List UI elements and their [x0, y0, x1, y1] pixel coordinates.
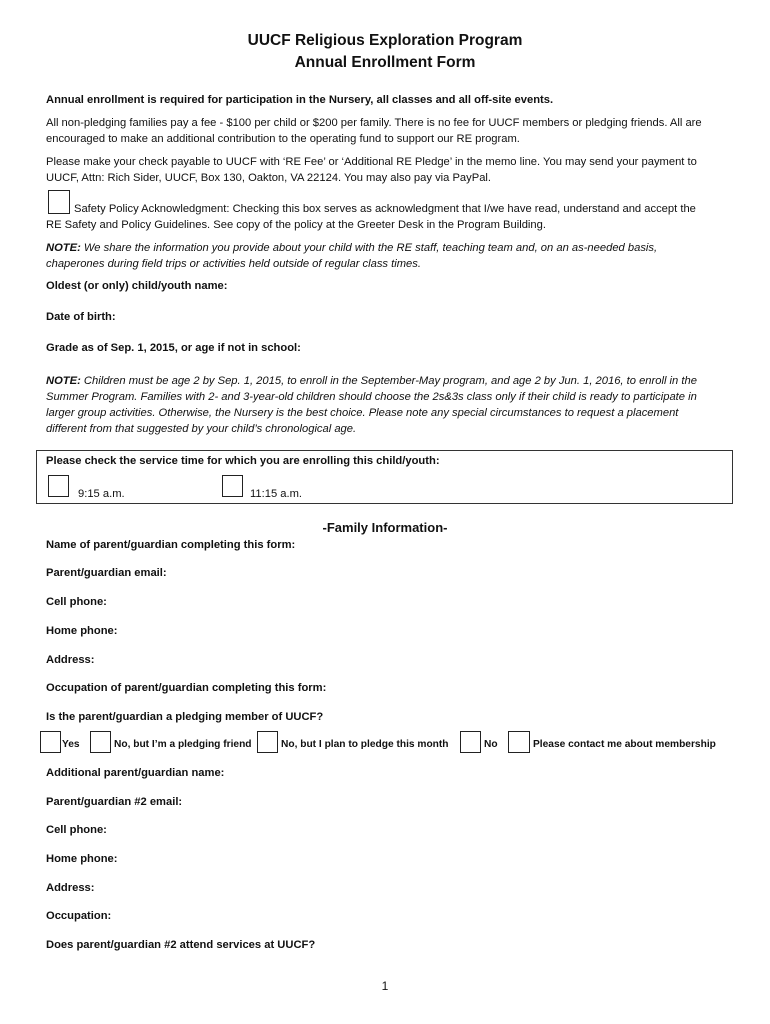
cell-phone-label: Cell phone:	[46, 596, 107, 608]
parent-name-label: Name of parent/guardian completing this form:	[46, 539, 296, 551]
home-phone-label: Home phone:	[46, 625, 118, 637]
grade-label: Grade as of Sep. 1, 2015, or age if not in school:	[46, 342, 301, 354]
enrollment-requirement: Annual enrollment is required for participation in the Nursery, all classes and all off-site events.	[46, 94, 554, 106]
note-label: NOTE:	[46, 375, 81, 387]
fee-paragraph-line-2: encouraged to make an additional contribution to the operating fund to support our RE program.	[46, 133, 520, 145]
pledging-question: Is the parent/guardian a pledging member of UUCF?	[46, 711, 324, 723]
parent2-occupation-label: Occupation:	[46, 910, 112, 922]
age-note-line-4: different from that suggested by your child’s chronological age.	[46, 423, 357, 435]
pledge-yes-label: Yes	[62, 739, 80, 750]
age-note-line-2: Summer Program. Families with 2- and 3-year-old children should choose the 2s&3s class only if their child is ready to participate in	[46, 391, 697, 403]
parent2-attend-question: Does parent/guardian #2 attend services at UUCF?	[46, 939, 316, 951]
contact-membership-label: Please contact me about membership	[533, 739, 716, 750]
parent2-address-label: Address:	[46, 882, 95, 894]
safety-paragraph-line-1: Safety Policy Acknowledgment: Checking this box serves as acknowledgment that I/we have read, understand and accept the	[74, 203, 696, 215]
age-note-line-1	[46, 373, 697, 389]
pledge-yes-checkbox[interactable]	[40, 731, 61, 753]
service-time-prompt: Please check the service time for which you are enrolling this child/youth:	[46, 455, 440, 467]
payment-paragraph-line-1: Please make your check payable to UUCF with ‘RE Fee’ or ‘Additional RE Pledge’ in the memo line. You may send your payment to	[46, 156, 697, 168]
service-1115-label: 11:15 a.m.	[250, 488, 303, 500]
privacy-note-text: We share the information you provide about your child with the RE staff, teaching team and, on an as-needed basis,	[80, 242, 658, 254]
safety-paragraph-line-2: RE Safety and Policy Guidelines. See copy of the policy at the Greeter Desk in the Program Building.	[46, 219, 546, 231]
service-915-checkbox[interactable]	[48, 475, 69, 497]
service-1115-checkbox[interactable]	[222, 475, 243, 497]
safety-acknowledgment-checkbox[interactable]	[48, 190, 70, 214]
age-note-text: Children must be age 2 by Sep. 1, 2015, to enroll in the September-May program, and age 2 by Jun. 1, 2016, to enroll in the	[80, 375, 697, 387]
page-number: 1	[381, 979, 389, 993]
form-subtitle: Annual Enrollment Form	[294, 54, 476, 71]
date-of-birth-label: Date of birth:	[46, 311, 116, 323]
note-label: NOTE:	[46, 242, 81, 254]
parent2-email-label: Parent/guardian #2 email:	[46, 796, 183, 808]
parent-email-label: Parent/guardian email:	[46, 567, 167, 579]
age-note-line-3: larger group activities. Otherwise, the Nursery is the best choice. Please note any special circumstances to request a placement	[46, 407, 679, 419]
address-label: Address:	[46, 654, 95, 666]
contact-membership-checkbox[interactable]	[508, 731, 530, 753]
privacy-note-line-1	[46, 240, 657, 256]
pledge-this-month-label: No, but I plan to pledge this month	[281, 739, 449, 750]
service-915-label: 9:15 a.m.	[78, 488, 125, 500]
fee-paragraph-line-1: All non-pledging families pay a fee - $100 per child or $200 per family. There is no fee for UUCF members or pledging friends. All are	[46, 117, 702, 129]
privacy-note-line-2: chaperones during field trips or activities held outside of regular class times.	[46, 258, 421, 270]
payment-paragraph-line-2: UUCF, Attn: Rich Sider, UUCF, Box 130, Oakton, VA 22124. You may also pay via PayPal.	[46, 172, 492, 184]
family-information-heading: -Family Information-	[322, 520, 448, 535]
parent2-name-label: Additional parent/guardian name:	[46, 767, 225, 779]
parent-occupation-label: Occupation of parent/guardian completing this form:	[46, 682, 327, 694]
parent2-home-phone-label: Home phone:	[46, 853, 118, 865]
form-title: UUCF Religious Exploration Program	[247, 32, 523, 49]
pledge-friend-label: No, but I’m a pledging friend	[114, 739, 252, 750]
pledge-this-month-checkbox[interactable]	[257, 731, 278, 753]
pledge-no-label: No	[484, 739, 498, 750]
pledge-friend-checkbox[interactable]	[90, 731, 111, 753]
child-name-label: Oldest (or only) child/youth name:	[46, 280, 228, 292]
pledge-no-checkbox[interactable]	[460, 731, 481, 753]
parent2-cell-phone-label: Cell phone:	[46, 824, 107, 836]
